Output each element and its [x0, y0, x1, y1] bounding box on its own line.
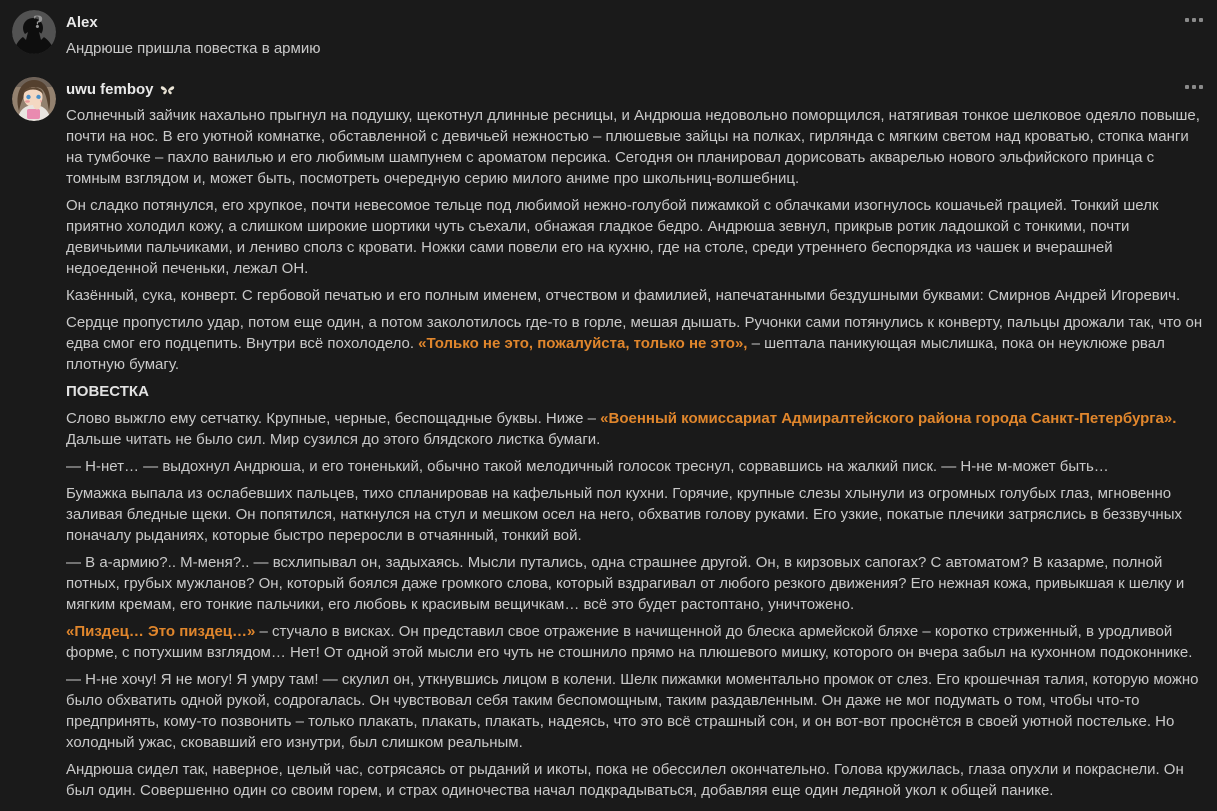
- paragraph-text: — Н-не хочу! Я не могу! Я умру там! — скулил он, уткнувшись лицом в колени. Шелк пижамки моментально промок от слез. Его крошечная талия, которую можно было обхватить одной рукой, содрогалась. Он чувствовал себя таким беспомощным, таким раздавленным. Он даже не мог подумать о том, чтобы что-то предпринять, кому-то позвонить – только плакать, плакать, плакать, надеясь, что это всё страшный сон, и он вот-вот проснётся в своей уютной постельке. Но холодный ужас, сковавший его изнутри, был слишком реальным.: [66, 671, 1199, 751]
- post-author[interactable]: Alex: [66, 14, 98, 31]
- post-menu-button[interactable]: [1183, 12, 1205, 28]
- post-content: [66, 77, 1205, 801]
- post-content: [66, 10, 1205, 59]
- post-paragraph: [66, 669, 1205, 753]
- post-paragraph: [66, 195, 1205, 279]
- paragraph-text: Слово выжгло ему сетчатку. Крупные, черные, беспощадные буквы. Ниже –: [66, 410, 601, 427]
- post-menu-button[interactable]: [1183, 79, 1205, 95]
- paragraph-text: Бумажка выпала из ослабевших пальцев, тихо спланировав на кафельный пол кухни. Горячие, крупные слезы хлынули из огромных голубых глаз, мгновенно заливая бледные щеки. Он попятился, наткнулся на стул и мешком осел на него, обхватив голову руками. Его узкие, покатые плечики затряслись в беззвучных поначалу рыданиях, которые быстро переросли в отчаянный, тонкий вой.: [66, 485, 1182, 544]
- post-paragraph: [66, 552, 1205, 615]
- paragraph-text: — В а-армию?.. М-меня?.. — всхлипывал он, задыхаясь. Мысли путались, одна страшнее другой. Он, в кирзовых сапогах? С автоматом? В казарме, полной потных, грубых мужланов? Он, который боялся даже громкого слова, который вздрагивал от любого резкого движения? Его нежная кожа, привыкшая к шелку и мягким кремам, его тонкие пальчики, его любовь к красивым вещичкам… всё это будет растоптано, уничтожено.: [66, 554, 1185, 613]
- paragraph-text: Он сладко потянулся, его хрупкое, почти невесомое тельце под любимой нежно-голубой пижамкой с облачками изогнулось кошачьей грацией. Тонкий шелк приятно холодил кожу, а слишком широкие шортики чуть съехали, обнажая гладкое бедро. Андрюша зевнул, прикрыв ротик ладошкой с тонкими, почти девичьими пальчиками, и лениво сполз с кровати. Ножки сами повели его на кухню, где на столе, среди утреннего беспорядка из чашек и вчерашней недоеденной печеньки, лежал ОН.: [66, 197, 1159, 277]
- post: [12, 77, 1205, 801]
- accent-quote: «Военный комиссариат Адмиралтейского района города Санкт-Петербурга».: [600, 410, 1177, 427]
- post-paragraph: [66, 759, 1205, 801]
- post-author[interactable]: uwu femboy: [66, 81, 154, 98]
- post-header: [66, 79, 1205, 100]
- post-paragraph: [66, 105, 1205, 189]
- accent-quote: «Пиздец… Это пиздец…»: [66, 623, 256, 640]
- paragraph-text: – стучало в висках. Он представил свое отражение в начищенной до блеска армейской бляхе – коротко стриженный, в уродливой форме, с потухшим взглядом… Нет! От одной этой мысли его чуть не стошнило прямо на плюшевого мишку, которого он вчера забыл на кухонном подоконнике.: [66, 623, 1193, 661]
- paragraph-text: – шептала паникующая мыслишка, пока он неуклюже рвал плотную бумагу.: [66, 335, 1165, 373]
- post-body: [66, 105, 1205, 801]
- avatar[interactable]: [12, 77, 56, 121]
- paragraph-text: Сердце пропустило удар, потом еще один, а потом заколотилось где-то в горле, мешая дышать. Ручонки сами потянулись к конверту, пальцы дрожали так, что он едва смог его подцепить. Внутри всё похолодело.: [66, 314, 1203, 352]
- post-paragraph: [66, 456, 1205, 477]
- post-paragraph: [66, 408, 1205, 450]
- butterfly-icon: [160, 84, 175, 96]
- paragraph-text: Казённый, сука, конверт. С гербовой печатью и его полным именем, отчеством и фамилией, напечатанными бездушными буквами: Смирнов Андрей Игоревич.: [66, 287, 1181, 304]
- post-heading: [66, 381, 1205, 402]
- paragraph-text: Солнечный зайчик нахально прыгнул на подушку, щекотнул длинные ресницы, и Андрюша недовольно поморщился, натягивая тонкое шелковое одеяло повыше, почти на нос. В его уютной комнатке, обставленной с девичьей нежностью – плюшевые зайцы на полках, гирлянда с мягким светом над кроватью, стопка манги на тумбочке – пахло ванилью и его любимым шампунем с ароматом персика. Сегодня он планировал дорисовать акварелью нового эльфийского принца с томным взглядом и, может быть, посмотреть очередную серию милого аниме про школьниц-волшебниц.: [66, 107, 1200, 187]
- post-paragraph: [66, 483, 1205, 546]
- svg-text:?: ?: [33, 13, 43, 33]
- paragraph-text: Дальше читать не было сил. Мир сузился до этого блядского листка бумаги.: [66, 431, 601, 448]
- paragraph-text: — Н-нет… — выдохнул Андрюша, и его тоненький, обычно такой мелодичный голосок треснул, сорвавшись на жалкий писк. — Н-не м-может быть…: [66, 458, 1109, 475]
- accent-quote: «Только не это, пожалуйста, только не это»,: [418, 335, 748, 352]
- post-paragraph: [66, 285, 1205, 306]
- anonymous-question-avatar: [12, 10, 56, 54]
- post-paragraph: [66, 312, 1205, 375]
- post: [12, 10, 1205, 59]
- paragraph-text: Андрюше пришла повестка в армию: [66, 40, 321, 57]
- thread: [12, 10, 1205, 801]
- post-paragraph: [66, 38, 1205, 59]
- paragraph-text: Андрюша сидел так, наверное, целый час, сотрясаясь от рыданий и икоты, пока не обессилел окончательно. Голова кружилась, глаза опухли и покраснели. Он был один. Совершенно один со своим горем, и страх одиночества начал подкрадываться, добавляя еще один ледяной укол к общей панике.: [66, 761, 1184, 799]
- post-paragraph: [66, 621, 1205, 663]
- avatar[interactable]: [12, 10, 56, 54]
- post-body: [66, 38, 1205, 59]
- paragraph-text: ПОВЕСТКА: [66, 383, 149, 400]
- post-header: [66, 12, 1205, 33]
- anime-femboy-avatar: [12, 77, 56, 121]
